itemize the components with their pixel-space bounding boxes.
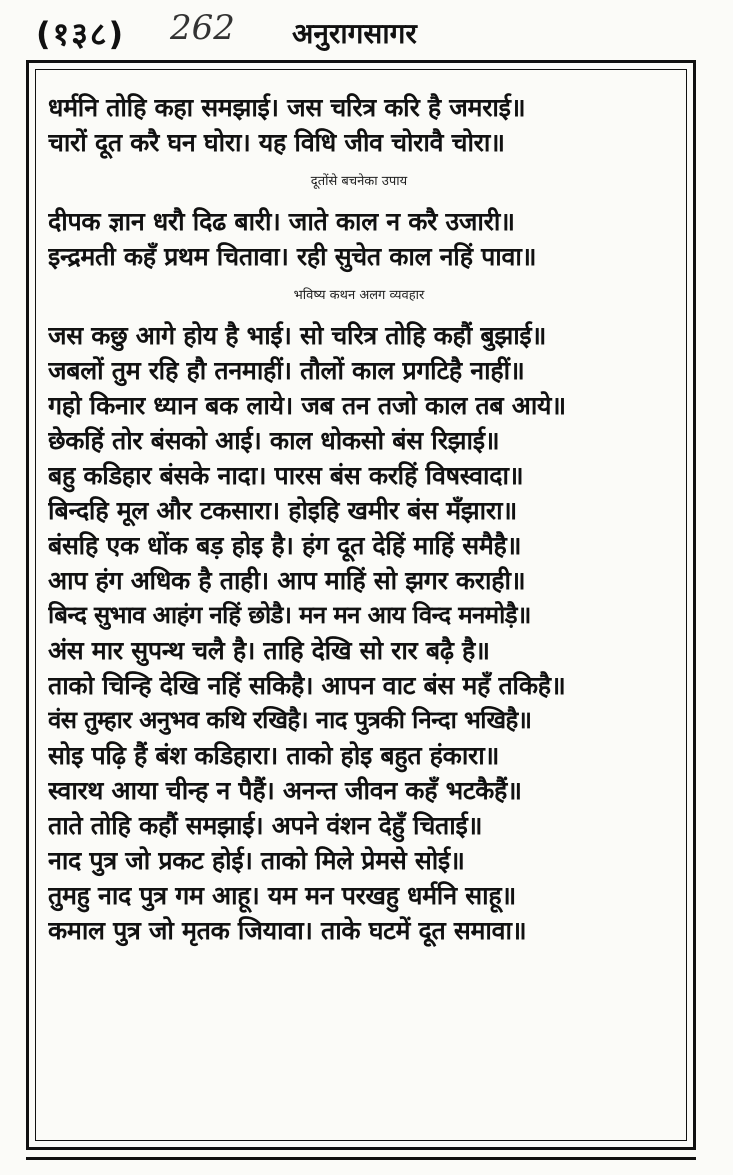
bottom-rule xyxy=(26,1157,696,1160)
verse-line: वंस तुम्हार अनुभव कथि रखिहै। नाद पुत्रकी निन्दा भखिहै॥ xyxy=(48,706,532,734)
verse-line: कमाल पुत्र जो मृतक जियावा। ताके घटमें दूत समावा॥ xyxy=(48,916,527,945)
verse-line: ताको चिन्हि देखि नहिं सकिहै। आपन वाट बंस महँ तकिहै॥ xyxy=(48,671,566,700)
verse-line: जस कछु आगे होय है भाई। सो चरित्र तोहि कहौं बुझाई॥ xyxy=(48,321,547,350)
section-heading: दूतोंसे बचनेका उपाय xyxy=(310,174,408,189)
verse-line: बंसहि एक धोंक बड़ होइ है। हंग दूत देहिं माहिं समैहै॥ xyxy=(48,531,522,560)
verse-line: गहो किनार ध्यान बक लाये। जब तन तजो काल तब आये॥ xyxy=(48,391,566,420)
book-title: अनुरागसागर xyxy=(292,17,417,50)
section-heading: भविष्य कथन अलग व्यवहार xyxy=(293,288,425,303)
text-frame-inner xyxy=(35,69,687,1141)
verse-line: तुमहु नाद पुत्र गम आहू। यम मन परखहु धर्मनि साहू॥ xyxy=(48,881,516,910)
verse-content xyxy=(48,90,670,948)
verse-line: ताते तोहि कहौं समझाई। अपने वंशन देहुँ चिताई॥ xyxy=(48,811,483,840)
handwritten-number: 262 xyxy=(170,8,235,48)
verse-line: बिन्दहि मूल और टकसारा। होइहि खमीर बंस मँझारा॥ xyxy=(48,496,517,525)
verse-line: इन्द्रमती कहँ प्रथम चितावा। रही सुचेत काल नहिं पावा॥ xyxy=(48,242,537,271)
verse-line: चारों दूत करै घन घोरा। यह विधि जीव चोरावै चोरा॥ xyxy=(48,128,505,157)
page-header xyxy=(0,0,733,56)
verse-line: आप हंग अधिक है ताही। आप माहिं सो झगर कराही॥ xyxy=(48,566,526,595)
text-frame xyxy=(26,60,696,1150)
verse-line: बिन्द सुभाव आहंग नहिं छोडै। मन मन आय विन्द मनमोड़ै॥ xyxy=(48,601,531,629)
verse-line: बहु कडिहार बंसके नादा। पारस बंस करहिं विषस्वादा॥ xyxy=(48,461,524,490)
page-number: (१३८) xyxy=(36,15,126,53)
verse-line: अंस मार सुपन्थ चलै है। ताहि देखि सो रार बढ़ै है॥ xyxy=(48,636,490,665)
verse-line: दीपक ज्ञान धरौ दिढ बारी। जाते काल न करै उजारी॥ xyxy=(48,207,515,236)
verse-line: धर्मनि तोहि कहा समझाई। जस चरित्र करि है जमराई॥ xyxy=(48,93,526,122)
verse-line: छेकहिं तोर बंसको आई। काल धोकसो बंस रिझाई॥ xyxy=(48,426,500,455)
verse-line: नाद पुत्र जो प्रकट होई। ताको मिले प्रेमसे सोई॥ xyxy=(48,846,465,875)
verse-line: जबलों तुम रहि हौ तनमाहीं। तौलों काल प्रगटिहै नाहीं॥ xyxy=(48,356,525,385)
verse-line: स्वारथ आया चीन्ह न पैहैं। अनन्त जीवन कहँ भटकैहैं॥ xyxy=(48,776,522,805)
verse-line: सोइ पढ़ि हैं बंश कडिहारा। ताको होइ बहुत हंकारा॥ xyxy=(48,741,500,770)
